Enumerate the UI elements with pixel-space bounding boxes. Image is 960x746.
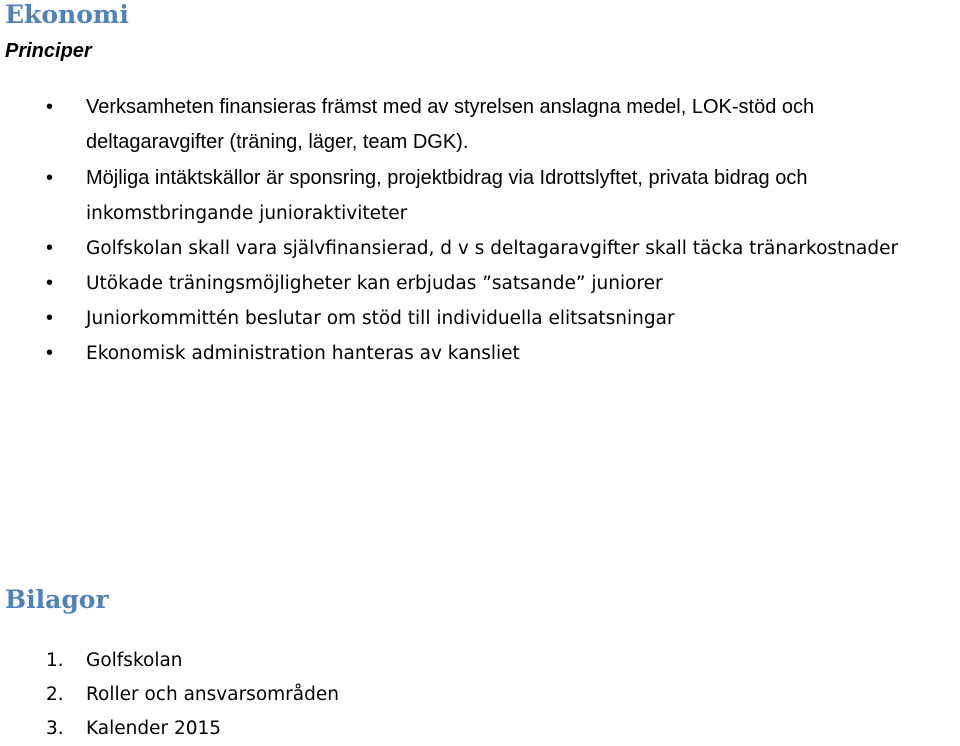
section-heading-bilagor: Bilagor bbox=[5, 585, 109, 614]
list-number: 1. bbox=[46, 650, 64, 671]
list-item-text: Golfskolan skall vara självfinansierad, d v s deltagaravgifter skall täcka tränarkostnader bbox=[86, 238, 899, 259]
bullet-icon: • bbox=[46, 96, 54, 118]
subheading-principer: Principer bbox=[5, 40, 92, 62]
bullet-icon: • bbox=[46, 272, 54, 294]
list-item-text: Juniorkommittén beslutar om stöd till individuella elitsatsningar bbox=[86, 308, 675, 329]
list-item-text: Möjliga intäktskällor är sponsring, projektbidrag via Idrottslyftet, privata bidrag och bbox=[86, 167, 808, 189]
list-item-text: Verksamheten finansieras främst med av styrelsen anslagna medel, LOK-stöd och bbox=[86, 96, 815, 118]
list-item-text: Kalender 2015 bbox=[86, 718, 222, 739]
bullet-icon: • bbox=[46, 307, 54, 329]
list-item-text: Roller och ansvarsområden bbox=[86, 684, 339, 705]
list-number: 2. bbox=[46, 684, 64, 705]
list-item-text: Ekonomisk administration hanteras av kansliet bbox=[86, 343, 520, 364]
section-heading-ekonomi: Ekonomi bbox=[5, 0, 129, 29]
list-item-text: deltagaravgifter (träning, läger, team DGK). bbox=[86, 131, 469, 153]
bullet-icon: • bbox=[46, 237, 54, 259]
bullet-icon: • bbox=[46, 167, 54, 189]
list-item-text: inkomstbringande junioraktiviteter bbox=[86, 203, 408, 224]
list-item-text: Utökade träningsmöjligheter kan erbjudas ”satsande” juniorer bbox=[86, 273, 663, 294]
bullet-icon: • bbox=[46, 342, 54, 364]
list-number: 3. bbox=[46, 718, 64, 739]
list-item-text: Golfskolan bbox=[86, 650, 183, 671]
